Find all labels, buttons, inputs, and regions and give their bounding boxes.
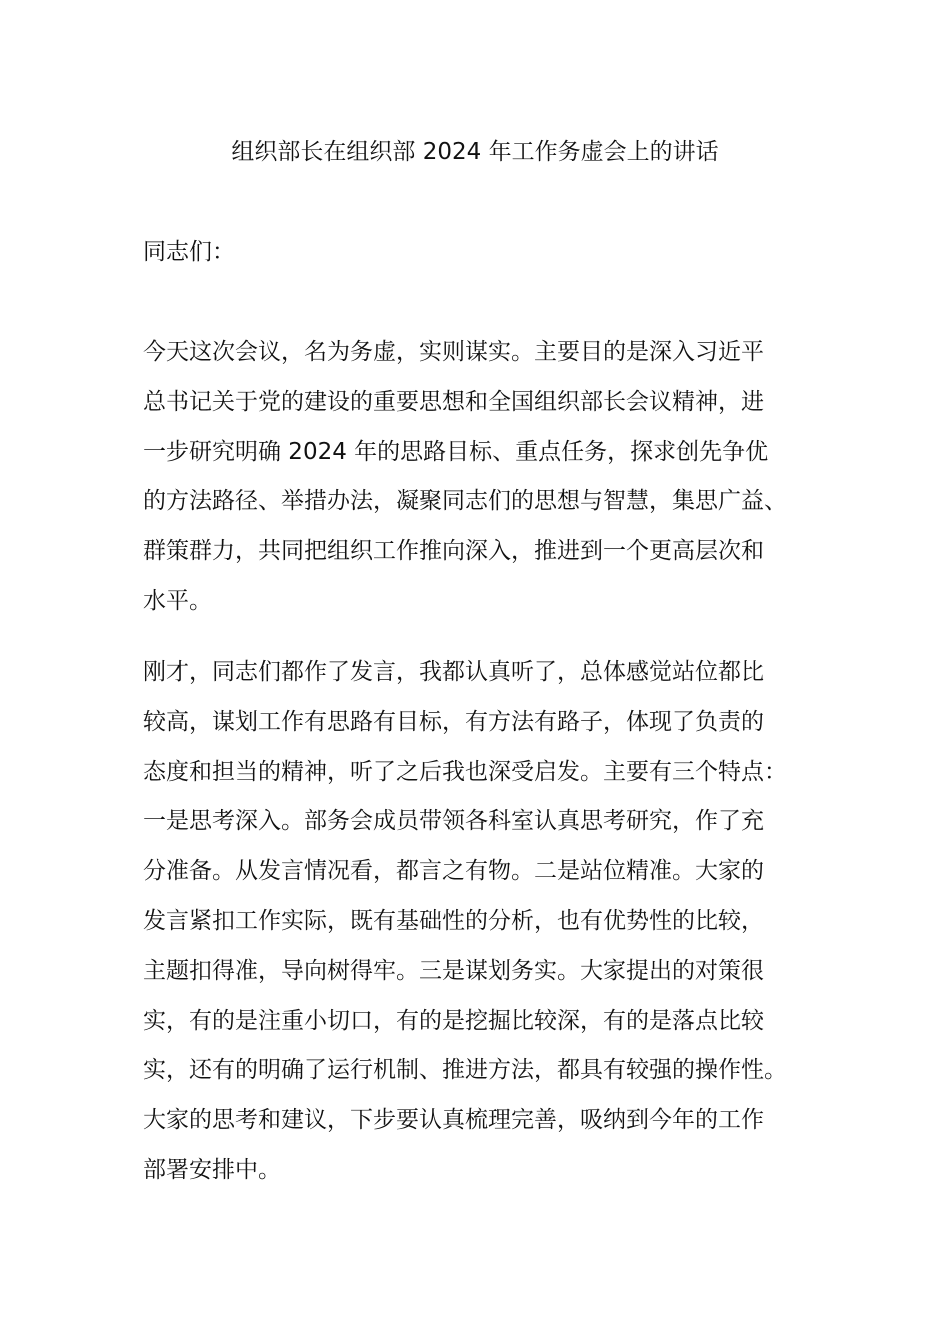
paragraph-line: 发言紧扣工作实际，既有基础性的分析，也有优势性的比较， (143, 907, 764, 934)
paragraph-line: 实，有的是注重小切口，有的是挖掘比较深，有的是落点比较 (143, 1007, 764, 1034)
paragraph-line: 大家的思考和建议，下步要认真梳理完善，吸纳到今年的工作 (143, 1107, 764, 1134)
paragraph-line: 较高，谋划工作有思路有目标，有方法有路子，体现了负责的 (143, 708, 764, 735)
document-title: 组织部长在组织部 2024 年工作务虚会上的讲话 (231, 139, 719, 165)
paragraph-2 (143, 648, 787, 1196)
paragraph-line: 刚才，同志们都作了发言，我都认真听了，总体感觉站位都比 (143, 659, 764, 685)
salutation: 同志们： (143, 239, 235, 265)
paragraph-line: 分准备。从发言情况看，都言之有物。二是站位精准。大家的 (143, 858, 764, 885)
paragraph-line: 部署安排中。 (143, 1156, 281, 1183)
paragraph-line: 今天这次会议，名为务虚，实则谋实。主要目的是深入习近平 (143, 339, 764, 365)
paragraph-line: 一是思考深入。部务会成员带领各科室认真思考研究，作了充 (143, 808, 764, 835)
paragraph-line: 的方法路径、举措办法，凝聚同志们的思想与智慧，集思广益、 (143, 488, 787, 515)
paragraph-line: 态度和担当的精神，听了之后我也深受启发。主要有三个特点： (143, 758, 787, 785)
paragraph-line: 主题扣得准，导向树得牢。三是谋划务实。大家提出的对策很 (143, 957, 764, 984)
paragraph-1 (143, 328, 787, 627)
paragraph-line: 群策群力，共同把组织工作推向深入，推进到一个更高层次和 (143, 538, 764, 565)
paragraph-line: 实，还有的明确了运行机制、推进方法，都具有较强的操作性。 (143, 1057, 787, 1084)
paragraph-line: 一步研究明确 2024 年的思路目标、重点任务，探求创先争优 (143, 438, 769, 465)
paragraph-line: 总书记关于党的建设的重要思想和全国组织部长会议精神，进 (143, 388, 764, 415)
paragraph-line: 水平。 (143, 587, 212, 614)
